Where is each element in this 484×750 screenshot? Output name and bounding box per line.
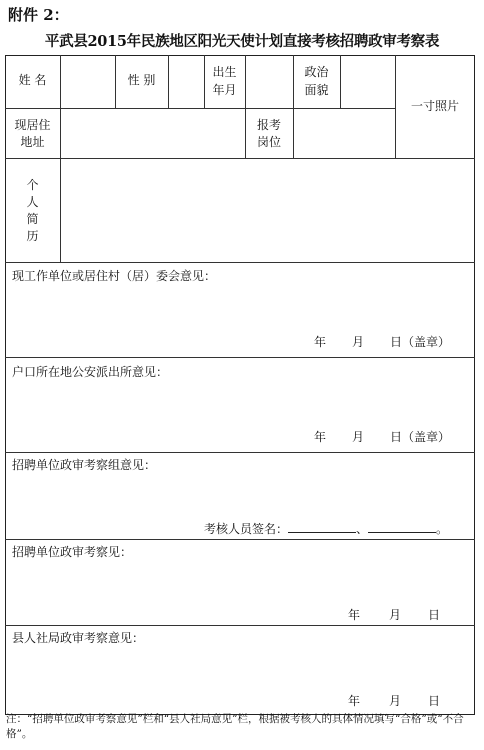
signature-blank[interactable] [368, 520, 436, 533]
signature-end: 。 [436, 522, 449, 536]
team-section-bottom-line [5, 539, 475, 540]
address-label: 地址 [20, 135, 45, 149]
date-day-seal: 日（盖章） [390, 335, 451, 349]
bureau-opinion-label: 县人社局政审考察意见： [12, 631, 145, 645]
name-label: 姓 名 [18, 73, 47, 87]
resume-bottom-line [5, 262, 475, 263]
date-year: 年 [314, 335, 327, 349]
post-label: 岗位 [256, 135, 281, 149]
signature-separator: 、 [356, 522, 369, 536]
row1-divider [340, 55, 341, 108]
row1-bottom-line [5, 108, 395, 109]
footnote: 注：“招聘单位政审考察意见”栏和“县人社局意见”栏，根据被考核人的具体情况填写“合格”或“不合格”。 [6, 713, 464, 740]
work-unit-opinion-label: 现工作单位或居住村（居）委会意见： [12, 269, 217, 283]
signature-blank[interactable] [288, 520, 356, 533]
resume-label-char: 历 [26, 229, 39, 243]
row2-divider [60, 108, 61, 158]
date-year: 年 [314, 430, 327, 444]
unit-section-bottom-line [5, 625, 475, 626]
row2-divider [293, 108, 294, 158]
date-month: 月 [389, 694, 402, 708]
birth-label: 出生 [212, 65, 237, 79]
photo-label: 一寸照片 [410, 99, 459, 113]
unit-opinion-label: 招聘单位政审考察见： [12, 545, 133, 559]
gender-label: 性 别 [127, 73, 156, 87]
date-year: 年 [348, 608, 361, 622]
address-label: 现居住 [14, 118, 51, 132]
resume-label-char: 简 [26, 212, 39, 226]
date-month: 月 [389, 608, 402, 622]
police-opinion-label: 户口所在地公安派出所意见： [12, 365, 169, 379]
attachment-label: 附件 2： [8, 6, 69, 24]
row2-bottom-line [5, 158, 475, 159]
resume-label-char: 个 [26, 178, 39, 192]
date-month: 月 [352, 335, 365, 349]
signature-label: 考核人员签名： [204, 522, 289, 536]
work-section-bottom-line [5, 357, 475, 358]
birth-label: 年月 [212, 83, 237, 97]
review-team-opinion-label: 招聘单位政审考察组意见： [12, 458, 157, 472]
review-form-table [5, 55, 475, 715]
post-label: 报考 [256, 118, 281, 132]
resume-label-char: 人 [26, 195, 39, 209]
date-day: 日 [428, 694, 441, 708]
form-title: 平武县2015年民族地区阳光天使计划直接考核招聘政审考察表 [44, 33, 440, 50]
date-year: 年 [348, 694, 361, 708]
police-section-bottom-line [5, 452, 475, 453]
political-status-label: 政治 [304, 65, 329, 79]
date-month: 月 [352, 430, 365, 444]
row2-divider [245, 108, 246, 158]
signature-line [204, 520, 448, 537]
row1-divider [245, 55, 246, 108]
row1-divider [60, 55, 61, 108]
political-status-label: 面貌 [304, 83, 329, 97]
row1-divider [168, 55, 169, 108]
resume-divider [60, 158, 61, 262]
date-day-seal: 日（盖章） [390, 430, 451, 444]
date-day: 日 [428, 608, 441, 622]
